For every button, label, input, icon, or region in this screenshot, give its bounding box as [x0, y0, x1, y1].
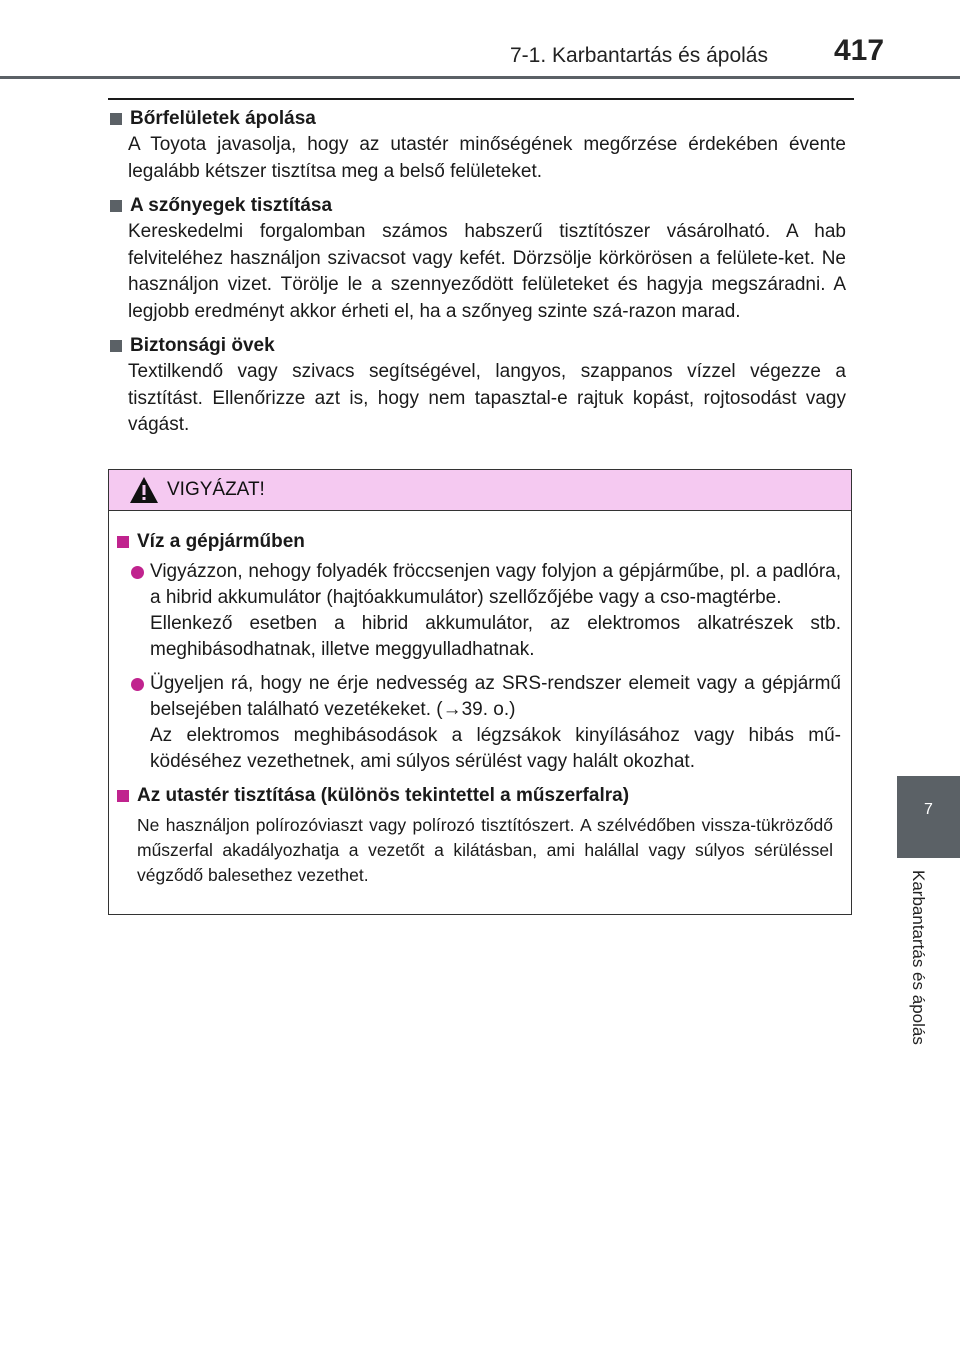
warning-box — [108, 469, 852, 915]
square-bullet-icon — [117, 790, 129, 802]
section-heading — [108, 106, 846, 132]
warning-body — [109, 511, 851, 888]
header-title: 7-1. Karbantartás és ápolás — [510, 44, 768, 67]
square-bullet-icon — [110, 200, 122, 212]
paragraph: Ellenkező esetben a hibrid akkumulátor, az elektromos alkatrészek stb. meghibásodhatnak, illetve meggyulladhatnak. — [150, 613, 841, 660]
circle-bullet-icon — [131, 678, 144, 691]
section-body: Kereskedelmi forgalomban számos habszerű tisztítószer vásárolható. A hab felviteléhez használjon szivacsot vagy kefét. Dörzsölje körkörösen a felülete-ket. Ne használjon vizet. Törölje le a szennyeződött felületeket és hagyja megszáradni. A legjobb eredményt akkor érheti el, ha a szőnyeg szinte szá-razon marad. — [128, 221, 846, 322]
warning-subheading-text: Az utastér tisztítása (különös tekintettel a műszerfalra) — [137, 785, 630, 806]
section-title: Biztonsági övek — [130, 335, 275, 356]
paragraph: Ügyeljen rá, hogy ne érje nedvesség az SRS-rendszer elemeit vagy a gépjármű belsejében található vezetékeket. (→39. o.) — [150, 673, 841, 720]
section-carpet-cleaning — [108, 193, 846, 325]
warning-bullet-text — [150, 671, 841, 775]
section-title: A szőnyegek tisztítása — [130, 195, 333, 216]
page-number: 417 — [834, 34, 885, 67]
section-title: Bőrfelületek ápolása — [130, 108, 316, 129]
main-content — [108, 106, 846, 447]
chapter-tab — [897, 776, 960, 858]
circle-bullet-icon — [131, 566, 144, 579]
warning-title: VIGYÁZAT! — [167, 479, 265, 500]
paragraph: Vigyázzon, nehogy folyadék fröccsenjen vagy folyjon a gépjárműbe, pl. a padlóra, a hibrid akkumulátor (hajtóakkumulátor) szellőzőjébe vagy a cso-magtérbe. — [150, 561, 841, 608]
section-body: A Toyota javasolja, hogy az utastér minőségének megőrzése érdekében évente legalább kétszer tisztítsa meg a belső felületeket. — [128, 134, 846, 182]
header-rule — [0, 76, 960, 79]
page-header — [0, 0, 960, 80]
content-top-rule — [108, 98, 854, 100]
warning-header — [109, 470, 851, 511]
warning-triangle-icon — [129, 476, 159, 504]
section-heading — [108, 333, 846, 359]
square-bullet-icon — [117, 536, 129, 548]
section-seat-belts — [108, 333, 846, 439]
section-leather-care — [108, 106, 846, 185]
warning-bullet — [131, 559, 841, 663]
square-bullet-icon — [110, 340, 122, 352]
square-bullet-icon — [110, 113, 122, 125]
paragraph: Az elektromos meghibásodások a légzsákok kinyílásához vagy hibás mű-ködéséhez vezethetnek, ami súlyos sérülést vagy halált okozhat. — [150, 725, 841, 772]
section-heading — [108, 193, 846, 219]
chapter-tab-number: 7 — [924, 801, 933, 818]
warning-subheading — [117, 783, 841, 809]
section-body: Textilkendő vagy szivacs segítségével, langyos, szappanos vízzel végezze a tisztítást. Ellenőrizze azt is, hogy nem tapasztal-e rajtuk kopást, rojtosodást vagy vágást. — [128, 361, 846, 435]
warning-paragraph: Ne használjon polírozóviaszt vagy polírozó tisztítószert. A szélvédőben vissza-tükröződő műszerfal akadályozhatja a vezetőt a kilátásban, ami halállal vagy súlyos sérüléssel végződő balesethez vezethet. — [137, 815, 833, 885]
warning-bullet-text — [150, 559, 841, 663]
warning-bullet — [131, 671, 841, 775]
warning-subheading-text: Víz a gépjárműben — [137, 531, 305, 552]
warning-subheading — [117, 529, 841, 555]
chapter-side-label: Karbantartás és ápolás — [909, 870, 928, 1045]
